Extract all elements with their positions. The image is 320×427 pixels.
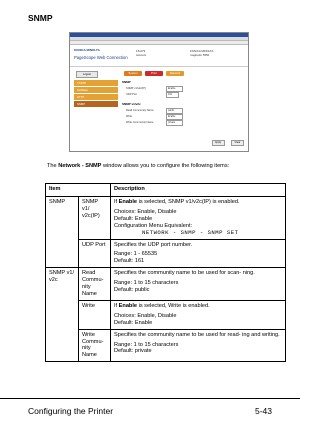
apply-button[interactable]: Apply [212, 140, 225, 146]
clear-button[interactable]: Clear [231, 140, 244, 146]
read-community-input[interactable]: public [166, 108, 183, 114]
write-community-input[interactable]: private [166, 120, 183, 126]
header-item: Item [46, 184, 111, 197]
desc-bold: Enable [118, 199, 138, 205]
desc-line: Range: 1 to 15 characters [114, 341, 179, 348]
description-cell [111, 300, 286, 329]
desc-bold: Enable [118, 302, 138, 309]
sidebar-item-tcpip[interactable]: TCP/IP [74, 80, 118, 86]
sidebar-item-http[interactable]: HTTP [74, 94, 118, 100]
subitem-cell: Write Commu- nity Name [79, 329, 111, 362]
table-row [46, 239, 286, 268]
desc-text: If [114, 199, 119, 205]
settings-table [45, 183, 286, 362]
desc-line: Default: public [114, 287, 150, 294]
content-heading: SNMP [122, 80, 131, 84]
desc-line: Default: private [114, 348, 152, 355]
action-buttons [210, 130, 244, 148]
subitem-cell: Read Commu- nity Name [79, 268, 111, 301]
snmp-enable-select[interactable]: Enable [166, 86, 183, 92]
setting-label: UDP Port [126, 93, 137, 96]
udp-port-input[interactable]: 161 [166, 92, 179, 98]
tab-network[interactable]: Network [166, 71, 184, 76]
page-header [70, 45, 248, 67]
setting-row [122, 92, 244, 98]
header-model [136, 49, 146, 57]
desc-line: Default: Enable [114, 215, 153, 222]
desc-line: Specifies the community name to be used for read- ing and writing. [114, 331, 280, 338]
setting-label: Write [126, 115, 133, 118]
logo: KONICA MINOLTA [74, 48, 100, 52]
tab-system[interactable]: System [124, 71, 142, 76]
intro-bold: Network - SNMP [58, 163, 102, 169]
subitem-cell: SNMP v1/ v2c(IP) [79, 197, 111, 240]
desc-line: Range: 1 - 65535 [114, 251, 158, 258]
subitem-cell: Write [79, 300, 111, 329]
intro-suffix: window allows you to configure the following items: [101, 163, 230, 169]
description-cell [111, 197, 286, 240]
tab-print[interactable]: Print [145, 71, 163, 76]
setting-label: Write Community Name [126, 121, 154, 124]
model-text: FS-679 [136, 49, 146, 53]
desc-line: Default: Enable [114, 319, 153, 326]
desc-text: If [114, 302, 119, 309]
sidebar-item-snmp[interactable]: SNMP [74, 101, 118, 107]
device-model: magicolor 5550 [190, 53, 210, 57]
page-number: 5-43 [255, 406, 273, 416]
setting-label: SNMP v1/v2c(IP) [126, 87, 146, 90]
header-description: Description [111, 184, 286, 197]
desc-line: Specifies the UDP port number. [114, 241, 193, 248]
desc-line: Range: 1 to 15 characters [114, 280, 179, 287]
desc-line: Default: 161 [114, 258, 145, 265]
brand-title: PageScope Web Connection [74, 55, 128, 60]
intro-prefix: The [47, 163, 59, 169]
setting-label: Read Community Name [126, 109, 154, 112]
desc-line: Configuration Menu Equivalent: [114, 222, 193, 229]
subitem-cell: UDP Port [79, 239, 111, 268]
user-text: Account [136, 53, 147, 57]
sidebar-item-netware[interactable]: NetWare [74, 87, 118, 93]
desc-text: is selected, SNMP v1/v2c(IP) is enabled. [137, 199, 240, 205]
table-row [46, 197, 286, 240]
web-connection-screenshot [69, 32, 249, 152]
desc-line: Choices: Enable, Disable [114, 208, 177, 215]
table-row [46, 300, 286, 329]
footer-chapter: Configuring the Printer [28, 406, 114, 416]
desc-line [114, 303, 282, 310]
item-cell: SNMP [46, 197, 79, 268]
content-panel [122, 80, 244, 126]
desc-line: Specifies the community name to be used for scan- ning. [114, 270, 255, 277]
table-row [46, 268, 286, 301]
sidebar [74, 80, 118, 108]
table-row [46, 329, 286, 362]
description-cell [111, 268, 286, 301]
desc-line-mono: NETWORK - SNMP - SNMP SET [142, 228, 239, 236]
item-cell: SNMP v1/ v2c [46, 268, 79, 362]
content-subheading: SNMP v1/v2c [122, 102, 141, 106]
setting-row [122, 120, 244, 126]
desc-text: is selected, Write is enabled. [137, 302, 210, 309]
description-cell [111, 329, 286, 362]
device-brand: KONICA MINOLTA [190, 49, 214, 53]
desc-line [114, 199, 282, 206]
description-cell [111, 239, 286, 268]
desc-line: Choices: Enable, Disable [114, 312, 177, 319]
section-title: SNMP [28, 13, 53, 23]
intro-paragraph [47, 163, 229, 169]
header-device [190, 49, 213, 57]
footer-divider [0, 398, 300, 399]
table-header-row [46, 184, 286, 197]
write-enable-select[interactable]: Enable [166, 114, 183, 120]
logout-button[interactable]: Logout [76, 71, 98, 78]
